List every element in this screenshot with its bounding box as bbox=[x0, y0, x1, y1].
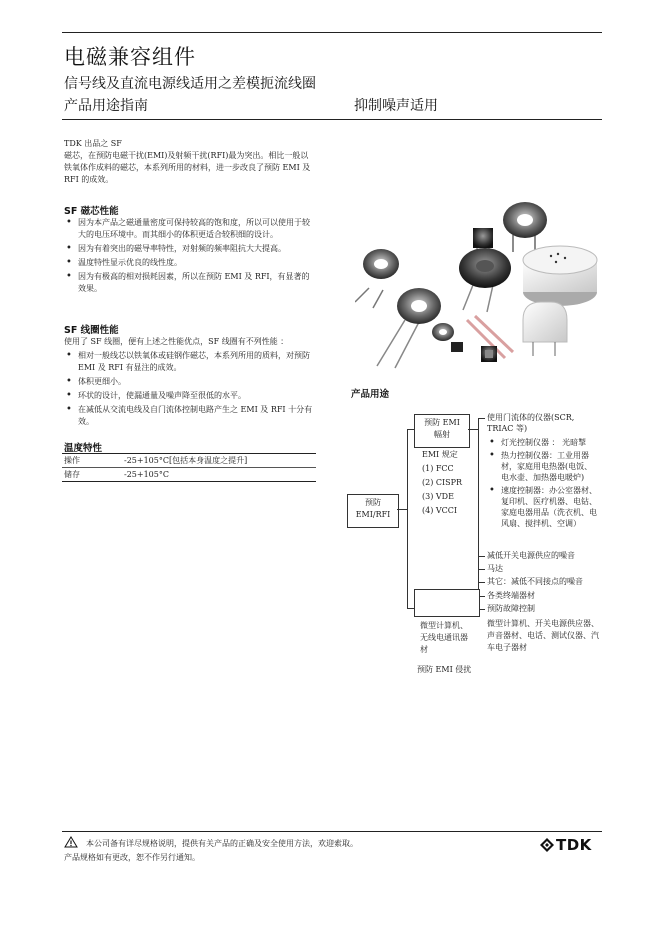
list-item: • 因为有着突出的磁导率特性，对射频的频率阻抗大大提高。 bbox=[64, 243, 314, 255]
tdk-wordmark: TDK bbox=[556, 836, 592, 854]
rfi-box: 预防 EMI 幅射 bbox=[414, 414, 470, 448]
other-noise: 其它：减低不同接点的噪音 bbox=[487, 577, 583, 586]
top-rule bbox=[62, 32, 602, 33]
connector bbox=[478, 569, 485, 570]
footer-notice: 本公司备有详尽规格说明，提供有关产品的正确及安全使用方法，欢迎索取。 bbox=[86, 839, 358, 848]
connector bbox=[468, 429, 478, 430]
tdk-logo bbox=[540, 836, 592, 854]
list-item: • 灯光控制仪器 ： 光暗掣 bbox=[487, 437, 599, 448]
encapsulated-coil-round bbox=[523, 246, 597, 306]
root-box: 预防 EMI/RFI bbox=[347, 494, 399, 528]
emi-standards bbox=[422, 448, 482, 518]
list-item: • 环状的设计，使漏通量及噪声降至很低的水平。 bbox=[64, 390, 314, 402]
toroid-coil-left bbox=[355, 249, 399, 308]
temperature-heading: 温度特性 bbox=[64, 443, 103, 454]
connector bbox=[407, 608, 414, 609]
footer-change-notice: 产品规格如有更改，恕不作另行通知。 bbox=[64, 853, 200, 862]
intro-line-2: 磁芯，在预防电磁干扰(EMI)及射频干扰(RFI)最为突出。相比一般以铁氧体作成料的磁芯，本系列所用的材料，进一步改良了预防 EMI 及 RFI 的成效。 bbox=[64, 151, 311, 184]
list-item: • 因为有极高的相对损耗因素，所以在预防 EMI 及 RFI，有显著的效果。 bbox=[64, 271, 314, 295]
table-row bbox=[62, 454, 316, 468]
list-item: • 因为本产品之磁通量密度可保持较高的饱和度，所以可以使用于较大的电压环境中。而其细小的体积更适合较积细的设计。 bbox=[64, 217, 314, 241]
toroid-coil-large bbox=[503, 202, 547, 252]
emi-standard-item: (3) VDE bbox=[422, 492, 454, 501]
toroid-coil-lower bbox=[377, 288, 441, 368]
sf-core-heading: SF 磁芯性能 bbox=[64, 206, 119, 217]
product-photo bbox=[355, 190, 605, 370]
switching-noise: 减低开关电源供应的噪音 bbox=[487, 551, 575, 560]
thyristor-title: 使用门流体的仪器(SCR, TRIAC 等) bbox=[487, 413, 575, 433]
intro-text bbox=[64, 138, 312, 186]
page-title: 电磁兼容组件 bbox=[64, 45, 196, 69]
micro-box-text: 微型计算机、无线电通讯器材 bbox=[420, 621, 468, 654]
temp-value: -25+105°C bbox=[124, 470, 169, 479]
immunity-box bbox=[414, 589, 480, 617]
immunity-label: 预防 EMI 侵扰 bbox=[417, 665, 472, 674]
connector bbox=[407, 429, 414, 430]
chip-coil bbox=[451, 342, 463, 352]
applications-heading: 产品用途 bbox=[351, 389, 390, 400]
terminal-equipment: 各类终端器材 bbox=[487, 591, 535, 600]
emi-standard-item: (4) VCCI bbox=[422, 506, 458, 515]
header-rule bbox=[62, 119, 602, 120]
temperature-table bbox=[62, 454, 316, 482]
list-item: • 速度控制器：办公室器材、复印机、医疗机器、电钻、家庭电器用品（洗衣机、电风扇、搅拌机、空调） bbox=[487, 485, 599, 529]
thyristor-list bbox=[487, 437, 599, 529]
connector bbox=[478, 418, 485, 419]
footer-rule bbox=[62, 831, 602, 832]
sf-coil-list bbox=[64, 350, 314, 430]
thyristor-block bbox=[487, 412, 599, 531]
toroid-coil-dark bbox=[459, 248, 511, 312]
toroid-coil-mini bbox=[432, 323, 454, 341]
page-subtitle: 信号线及直流电源线适用之差模扼流线圈 bbox=[64, 76, 316, 92]
temp-label: 操作 bbox=[64, 456, 80, 465]
boxed-coil-bottom bbox=[481, 346, 497, 362]
connector bbox=[478, 582, 485, 583]
warning-icon bbox=[64, 836, 78, 848]
connector bbox=[407, 429, 408, 609]
temp-value: -25+105°C[包括本身温度之提升] bbox=[124, 456, 248, 465]
table-row bbox=[62, 468, 316, 482]
intro-line-1: TDK 出品之 SF bbox=[64, 139, 122, 148]
emi-standard-item: (1) FCC bbox=[422, 464, 454, 473]
usage-guide-heading: 产品用途指南 bbox=[64, 98, 148, 114]
list-item: • 温度特性显示优良的线性度。 bbox=[64, 257, 314, 269]
tdk-mark-icon bbox=[540, 838, 554, 852]
list-item: • 热力控制仪器：工业用器材，家庭用电热器(电饭、电水壶、加热器电暖炉) bbox=[487, 450, 599, 483]
sf-coil-heading: SF 线圈性能 bbox=[64, 325, 119, 336]
list-item: • 体积更细小。 bbox=[64, 376, 314, 388]
noise-suppression-heading: 抑制噪声适用 bbox=[354, 98, 438, 114]
fault-prevention: 预防故障控制 bbox=[487, 604, 535, 613]
motor-label: 马达 bbox=[487, 564, 503, 573]
micro-right-text: 微型计算机、开关电源供应器、声音器材、电话、测试仪器、汽车电子器材 bbox=[487, 619, 599, 652]
temp-label: 储存 bbox=[64, 470, 80, 479]
sf-coil-intro: 使用了 SF 线圈，便有上述之性能优点，SF 线圈有不列性能 ： bbox=[64, 337, 289, 346]
list-item: • 在减低从交流电线及自门流体控制电路产生之 EMI 及 RFI 十分有效。 bbox=[64, 404, 314, 428]
list-item: • 相对一般线芯以铁氧体或硅钢作磁芯，本系列所用的质料，对预防 EMI 及 RFI 有显注的成效。 bbox=[64, 350, 314, 374]
sf-core-list bbox=[64, 217, 314, 297]
connector bbox=[478, 556, 485, 557]
emi-standard-item: (2) CISPR bbox=[422, 478, 463, 487]
encapsulated-coil-cap bbox=[523, 302, 567, 356]
emi-standard-title: EMI 规定 bbox=[422, 450, 458, 459]
